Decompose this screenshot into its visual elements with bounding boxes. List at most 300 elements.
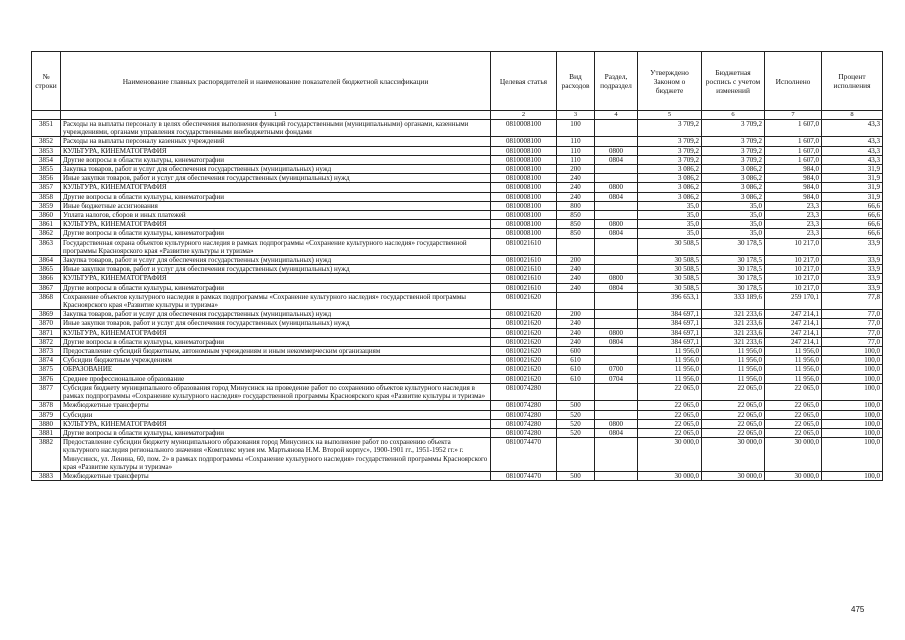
target-article: 0810074470 — [491, 438, 557, 472]
target-article: 0810021620 — [491, 365, 557, 374]
table-row — [32, 120, 883, 137]
execution-percent: 100,0 — [822, 410, 883, 419]
expense-type: 800 — [557, 201, 595, 210]
approved-amount: 3 709,2 — [638, 120, 702, 137]
table-row — [32, 146, 883, 155]
target-article: 0810021620 — [491, 374, 557, 383]
col-number: 5 — [638, 111, 702, 120]
target-article: 0810008100 — [491, 229, 557, 238]
section-code: 0804 — [595, 155, 638, 164]
col-header-percent: Процент исполнения — [822, 52, 883, 111]
approved-amount: 11 956,0 — [638, 356, 702, 365]
table-row — [32, 274, 883, 283]
budget-list-amount: 3 709,2 — [702, 146, 765, 155]
target-article: 0810008100 — [491, 183, 557, 192]
row-number: 3859 — [32, 201, 61, 210]
row-name: КУЛЬТУРА, КИНЕМАТОГРАФИЯ — [61, 328, 491, 337]
expense-type: 610 — [557, 374, 595, 383]
table-row — [32, 256, 883, 265]
row-number: 3862 — [32, 229, 61, 238]
table-row — [32, 419, 883, 428]
table-row — [32, 347, 883, 356]
executed-amount: 259 170,1 — [765, 292, 822, 309]
approved-amount: 22 065,0 — [638, 401, 702, 410]
table-row — [32, 229, 883, 238]
section-code — [595, 310, 638, 319]
row-name: Закупка товаров, работ и услуг для обеспечения государственных (муниципальных) нужд — [61, 256, 491, 265]
executed-amount: 11 956,0 — [765, 365, 822, 374]
col-number: 8 — [822, 111, 883, 120]
table-row — [32, 428, 883, 437]
section-code — [595, 165, 638, 174]
target-article: 0810021610 — [491, 283, 557, 292]
table-row — [32, 165, 883, 174]
budget-execution-table — [31, 51, 883, 481]
expense-type: 240 — [557, 192, 595, 201]
table-row — [32, 292, 883, 309]
executed-amount: 22 065,0 — [765, 383, 822, 400]
target-article: 0810008100 — [491, 211, 557, 220]
executed-amount: 22 065,0 — [765, 419, 822, 428]
executed-amount: 10 217,0 — [765, 283, 822, 292]
budget-list-amount: 22 065,0 — [702, 410, 765, 419]
table-row — [32, 374, 883, 383]
execution-percent: 100,0 — [822, 374, 883, 383]
row-name: Сохранение объектов культурного наследия в рамках подпрограммы «Сохранение культурного наследия» государственной программы Красноярского края «Развитие культуры и туризма» — [61, 292, 491, 309]
expense-type: 240 — [557, 183, 595, 192]
budget-list-amount: 3 709,2 — [702, 137, 765, 146]
row-number: 3868 — [32, 292, 61, 309]
table-row — [32, 211, 883, 220]
section-code: 0800 — [595, 146, 638, 155]
budget-list-amount: 30 178,5 — [702, 274, 765, 283]
budget-list-amount: 22 065,0 — [702, 383, 765, 400]
approved-amount: 22 065,0 — [638, 410, 702, 419]
target-article: 0810021620 — [491, 356, 557, 365]
executed-amount: 247 214,1 — [765, 319, 822, 328]
row-name: Расходы на выплаты персоналу казенных учреждений — [61, 137, 491, 146]
execution-percent: 66,6 — [822, 211, 883, 220]
budget-list-amount: 3 709,2 — [702, 120, 765, 137]
row-number: 3878 — [32, 401, 61, 410]
target-article: 0810021620 — [491, 347, 557, 356]
executed-amount: 1 607,0 — [765, 137, 822, 146]
table-row — [32, 319, 883, 328]
target-article: 0810008100 — [491, 120, 557, 137]
expense-type — [557, 292, 595, 309]
section-code — [595, 347, 638, 356]
row-number: 3881 — [32, 428, 61, 437]
section-code: 0800 — [595, 220, 638, 229]
row-number: 3851 — [32, 120, 61, 137]
section-code: 0700 — [595, 365, 638, 374]
budget-list-amount: 321 233,6 — [702, 310, 765, 319]
section-code — [595, 438, 638, 472]
section-code — [595, 292, 638, 309]
row-number: 3867 — [32, 283, 61, 292]
budget-list-amount: 30 178,5 — [702, 238, 765, 255]
target-article: 0810021620 — [491, 319, 557, 328]
row-number: 3860 — [32, 211, 61, 220]
executed-amount: 11 956,0 — [765, 356, 822, 365]
expense-type: 200 — [557, 256, 595, 265]
col-number-blank — [32, 111, 61, 120]
row-name: Межбюджетные трансферты — [61, 401, 491, 410]
approved-amount: 30 508,5 — [638, 256, 702, 265]
executed-amount: 23,3 — [765, 220, 822, 229]
section-code: 0804 — [595, 229, 638, 238]
target-article: 0810021620 — [491, 328, 557, 337]
execution-percent: 100,0 — [822, 401, 883, 410]
execution-percent: 43,3 — [822, 137, 883, 146]
target-article: 0810074280 — [491, 383, 557, 400]
executed-amount: 11 956,0 — [765, 374, 822, 383]
section-code: 0800 — [595, 328, 638, 337]
section-code: 0804 — [595, 283, 638, 292]
row-number: 3869 — [32, 310, 61, 319]
table-row — [32, 365, 883, 374]
table-row — [32, 192, 883, 201]
section-code — [595, 471, 638, 480]
table-row — [32, 155, 883, 164]
execution-percent: 77,0 — [822, 310, 883, 319]
executed-amount: 23,3 — [765, 211, 822, 220]
section-code: 0804 — [595, 337, 638, 346]
execution-percent: 31,9 — [822, 174, 883, 183]
approved-amount: 30 000,0 — [638, 471, 702, 480]
expense-type: 240 — [557, 283, 595, 292]
expense-type: 110 — [557, 137, 595, 146]
executed-amount: 984,0 — [765, 192, 822, 201]
budget-list-amount: 11 956,0 — [702, 347, 765, 356]
row-name: Другие вопросы в области культуры, кинематографии — [61, 428, 491, 437]
section-code: 0704 — [595, 374, 638, 383]
approved-amount: 384 697,1 — [638, 328, 702, 337]
target-article: 0810021620 — [491, 337, 557, 346]
row-name: Другие вопросы в области культуры, кинематографии — [61, 283, 491, 292]
executed-amount: 22 065,0 — [765, 401, 822, 410]
executed-amount: 30 000,0 — [765, 471, 822, 480]
execution-percent: 100,0 — [822, 438, 883, 472]
budget-list-amount: 333 189,6 — [702, 292, 765, 309]
row-name: ОБРАЗОВАНИЕ — [61, 365, 491, 374]
header-row — [32, 52, 883, 111]
col-number: 3 — [557, 111, 595, 120]
expense-type: 240 — [557, 328, 595, 337]
execution-percent: 31,9 — [822, 165, 883, 174]
expense-type: 850 — [557, 220, 595, 229]
section-code — [595, 238, 638, 255]
budget-list-amount: 3 086,2 — [702, 174, 765, 183]
expense-type: 240 — [557, 319, 595, 328]
budget-list-amount: 22 065,0 — [702, 419, 765, 428]
budget-list-amount: 30 000,0 — [702, 471, 765, 480]
row-number: 3855 — [32, 165, 61, 174]
executed-amount: 984,0 — [765, 174, 822, 183]
target-article: 0810074280 — [491, 419, 557, 428]
budget-list-amount: 35,0 — [702, 220, 765, 229]
budget-list-amount: 22 065,0 — [702, 401, 765, 410]
section-code: 0804 — [595, 428, 638, 437]
budget-list-amount: 321 233,6 — [702, 319, 765, 328]
execution-percent: 100,0 — [822, 383, 883, 400]
section-code — [595, 319, 638, 328]
target-article: 0810008100 — [491, 165, 557, 174]
expense-type: 110 — [557, 155, 595, 164]
approved-amount: 22 065,0 — [638, 383, 702, 400]
table-row — [32, 220, 883, 229]
table-row — [32, 356, 883, 365]
target-article: 0810021610 — [491, 256, 557, 265]
approved-amount: 30 508,5 — [638, 238, 702, 255]
budget-list-amount: 11 956,0 — [702, 356, 765, 365]
target-article: 0810021610 — [491, 238, 557, 255]
approved-amount: 384 697,1 — [638, 310, 702, 319]
budget-list-amount: 3 709,2 — [702, 155, 765, 164]
expense-type: 110 — [557, 146, 595, 155]
executed-amount: 22 065,0 — [765, 410, 822, 419]
expense-type: 610 — [557, 356, 595, 365]
section-code: 0800 — [595, 274, 638, 283]
expense-type: 500 — [557, 401, 595, 410]
approved-amount: 3 709,2 — [638, 146, 702, 155]
col-number: 7 — [765, 111, 822, 120]
budget-list-amount: 3 086,2 — [702, 192, 765, 201]
target-article: 0810008100 — [491, 137, 557, 146]
execution-percent: 77,0 — [822, 319, 883, 328]
row-name: Другие вопросы в области культуры, кинематографии — [61, 192, 491, 201]
target-article: 0810074280 — [491, 410, 557, 419]
table-row — [32, 174, 883, 183]
approved-amount: 3 086,2 — [638, 165, 702, 174]
budget-list-amount: 30 178,5 — [702, 283, 765, 292]
approved-amount: 11 956,0 — [638, 365, 702, 374]
approved-amount: 22 065,0 — [638, 428, 702, 437]
approved-amount: 35,0 — [638, 229, 702, 238]
column-number-row — [32, 111, 883, 120]
execution-percent: 66,6 — [822, 220, 883, 229]
expense-type: 610 — [557, 365, 595, 374]
expense-type: 240 — [557, 337, 595, 346]
approved-amount: 3 709,2 — [638, 137, 702, 146]
row-name: Иные закупки товаров, работ и услуг для обеспечения государственных (муниципальных) нужд — [61, 265, 491, 274]
execution-percent: 100,0 — [822, 347, 883, 356]
budget-list-amount: 3 086,2 — [702, 183, 765, 192]
execution-percent: 43,3 — [822, 120, 883, 137]
execution-percent: 33,9 — [822, 274, 883, 283]
col-header-executed: Исполнено — [765, 52, 822, 111]
approved-amount: 22 065,0 — [638, 419, 702, 428]
executed-amount: 1 607,0 — [765, 120, 822, 137]
execution-percent: 33,9 — [822, 265, 883, 274]
approved-amount: 35,0 — [638, 220, 702, 229]
col-header-budget-list: Бюджетная роспись с учетом изменений — [702, 52, 765, 111]
row-number: 3856 — [32, 174, 61, 183]
execution-percent: 100,0 — [822, 419, 883, 428]
section-code — [595, 401, 638, 410]
target-article: 0810021610 — [491, 265, 557, 274]
target-article: 0810021610 — [491, 274, 557, 283]
row-number: 3857 — [32, 183, 61, 192]
executed-amount: 10 217,0 — [765, 256, 822, 265]
expense-type: 600 — [557, 347, 595, 356]
row-name: КУЛЬТУРА, КИНЕМАТОГРАФИЯ — [61, 274, 491, 283]
row-name: КУЛЬТУРА, КИНЕМАТОГРАФИЯ — [61, 146, 491, 155]
target-article: 0810008100 — [491, 146, 557, 155]
budget-list-amount: 321 233,6 — [702, 337, 765, 346]
section-code — [595, 383, 638, 400]
expense-type: 240 — [557, 274, 595, 283]
execution-percent: 66,6 — [822, 201, 883, 210]
execution-percent: 31,9 — [822, 183, 883, 192]
expense-type — [557, 438, 595, 472]
row-name: Другие вопросы в области культуры, кинематографии — [61, 155, 491, 164]
row-name: Уплата налогов, сборов и иных платежей — [61, 211, 491, 220]
row-number: 3863 — [32, 238, 61, 255]
executed-amount: 23,3 — [765, 229, 822, 238]
row-name: КУЛЬТУРА, КИНЕМАТОГРАФИЯ — [61, 183, 491, 192]
row-number: 3861 — [32, 220, 61, 229]
approved-amount: 30 000,0 — [638, 438, 702, 472]
col-header-row-no: № строки — [32, 52, 61, 111]
row-number: 3876 — [32, 374, 61, 383]
row-number: 3880 — [32, 419, 61, 428]
row-name: Предоставление субсидий бюджетным, автономным учреждениям и иным некоммерческим организациям — [61, 347, 491, 356]
execution-percent: 77,0 — [822, 337, 883, 346]
section-code — [595, 211, 638, 220]
budget-list-amount: 30 000,0 — [702, 438, 765, 472]
executed-amount: 1 607,0 — [765, 146, 822, 155]
executed-amount: 1 607,0 — [765, 155, 822, 164]
executed-amount: 247 214,1 — [765, 337, 822, 346]
row-number: 3873 — [32, 347, 61, 356]
executed-amount: 11 956,0 — [765, 347, 822, 356]
target-article: 0810008100 — [491, 174, 557, 183]
budget-list-amount: 35,0 — [702, 201, 765, 210]
table-body — [32, 120, 883, 481]
approved-amount: 35,0 — [638, 201, 702, 210]
section-code — [595, 256, 638, 265]
expense-type — [557, 238, 595, 255]
section-code — [595, 174, 638, 183]
execution-percent: 33,9 — [822, 256, 883, 265]
budget-list-amount: 35,0 — [702, 211, 765, 220]
expense-type: 100 — [557, 120, 595, 137]
page-number: 475 — [851, 605, 865, 614]
executed-amount: 10 217,0 — [765, 238, 822, 255]
col-header-name: Наименование главных распорядителей и наименование показателей бюджетной классификации — [61, 52, 491, 111]
target-article: 0810074470 — [491, 471, 557, 480]
approved-amount: 384 697,1 — [638, 337, 702, 346]
target-article: 0810008100 — [491, 155, 557, 164]
row-name: КУЛЬТУРА, КИНЕМАТОГРАФИЯ — [61, 220, 491, 229]
execution-percent: 77,8 — [822, 292, 883, 309]
expense-type: 240 — [557, 265, 595, 274]
approved-amount: 35,0 — [638, 211, 702, 220]
target-article: 0810008100 — [491, 201, 557, 210]
budget-list-amount: 30 178,5 — [702, 256, 765, 265]
row-name: Среднее профессиональное образование — [61, 374, 491, 383]
row-name: Предоставление субсидии бюджету муниципального образования город Минусинск на выполнение работ по сохранению объекта культурного наследия регионального значения «Комплекс музея им. Мартьянова Н.М. Второй корпус», 1900-1901 гг., 1951-1952 гг.» г. Минусинск, ул. Ленина, 60, пом. 2» в рамках подпрограммы «Сохранение культурного наследия» государственной программы Красноярского края «Развитие культуры и туризма» — [61, 438, 491, 472]
expense-type: 200 — [557, 310, 595, 319]
table-row — [32, 337, 883, 346]
budget-list-amount: 30 178,5 — [702, 265, 765, 274]
execution-percent: 100,0 — [822, 356, 883, 365]
table-row — [32, 471, 883, 480]
approved-amount: 30 508,5 — [638, 265, 702, 274]
execution-percent: 33,9 — [822, 238, 883, 255]
expense-type: 520 — [557, 419, 595, 428]
row-name: Другие вопросы в области культуры, кинематографии — [61, 229, 491, 238]
table-row — [32, 383, 883, 400]
col-number: 6 — [702, 111, 765, 120]
table-row — [32, 183, 883, 192]
table-row — [32, 328, 883, 337]
row-name: Расходы на выплаты персоналу в целях обеспечения выполнения функций государственными (муниципальными) органами, казенными учреждениями, органами управления государственными внебюджетными фондами — [61, 120, 491, 137]
section-code — [595, 356, 638, 365]
approved-amount: 11 956,0 — [638, 347, 702, 356]
approved-amount: 3 086,2 — [638, 192, 702, 201]
budget-list-amount: 321 233,6 — [702, 328, 765, 337]
section-code — [595, 410, 638, 419]
execution-percent: 66,6 — [822, 229, 883, 238]
approved-amount: 384 697,1 — [638, 319, 702, 328]
row-name: Иные бюджетные ассигнования — [61, 201, 491, 210]
executed-amount: 10 217,0 — [765, 265, 822, 274]
table-row — [32, 438, 883, 472]
section-code — [595, 137, 638, 146]
col-number: 1 — [61, 111, 491, 120]
execution-percent: 43,3 — [822, 146, 883, 155]
target-article: 0810021620 — [491, 310, 557, 319]
expense-type: 200 — [557, 165, 595, 174]
row-name: Закупка товаров, работ и услуг для обеспечения государственных (муниципальных) нужд — [61, 310, 491, 319]
col-number: 4 — [595, 111, 638, 120]
row-name: Субсидия бюджету муниципального образования город Минусинск на проведение работ по сохранению объектов культурного наследия в рамках подпрограммы «Сохранение культурного наследия» государственной программы Красноярского края «Развитие культуры и туризма» — [61, 383, 491, 400]
row-number: 3852 — [32, 137, 61, 146]
expense-type: 500 — [557, 471, 595, 480]
col-header-expense-type: Вид расходов — [557, 52, 595, 111]
execution-percent: 100,0 — [822, 428, 883, 437]
row-number: 3882 — [32, 438, 61, 472]
budget-list-amount: 11 956,0 — [702, 374, 765, 383]
target-article: 0810008100 — [491, 220, 557, 229]
section-code: 0800 — [595, 419, 638, 428]
row-number: 3877 — [32, 383, 61, 400]
table-row — [32, 283, 883, 292]
section-code — [595, 120, 638, 137]
approved-amount: 3 086,2 — [638, 174, 702, 183]
target-article: 0810074280 — [491, 428, 557, 437]
row-number: 3879 — [32, 410, 61, 419]
table-row — [32, 410, 883, 419]
expense-type: 520 — [557, 428, 595, 437]
section-code — [595, 201, 638, 210]
row-number: 3871 — [32, 328, 61, 337]
table-row — [32, 137, 883, 146]
row-name: Иные закупки товаров, работ и услуг для обеспечения государственных (муниципальных) нужд — [61, 319, 491, 328]
col-number: 2 — [491, 111, 557, 120]
expense-type — [557, 383, 595, 400]
executed-amount: 30 000,0 — [765, 438, 822, 472]
row-name: Субсидии бюджетным учреждениям — [61, 356, 491, 365]
approved-amount: 3 709,2 — [638, 155, 702, 164]
row-number: 3875 — [32, 365, 61, 374]
executed-amount: 247 214,1 — [765, 328, 822, 337]
table-row — [32, 310, 883, 319]
table-row — [32, 401, 883, 410]
execution-percent: 31,9 — [822, 192, 883, 201]
